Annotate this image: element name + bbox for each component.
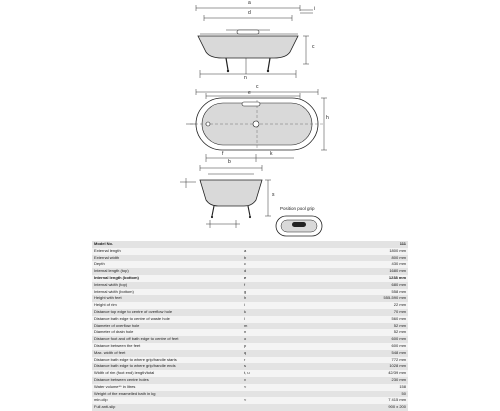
dim-label-s: s (272, 192, 275, 198)
spec-symbol: p (244, 343, 334, 350)
spec-label: Diameter of drain hole (92, 329, 244, 336)
spec-symbol: f (244, 282, 334, 289)
spec-value: 680 mm (334, 282, 408, 289)
spec-row (92, 255, 408, 262)
dim-label-k: k (270, 151, 273, 157)
spec-symbol (244, 391, 334, 398)
dim-label-a: a (248, 0, 251, 6)
spec-value: 800 mm (334, 255, 408, 262)
pool-grip-label: Position pool grip (280, 206, 315, 211)
spec-header-sym (244, 241, 334, 248)
spec-symbol: h (244, 295, 334, 302)
spec-symbol: e (244, 275, 334, 282)
spec-row (92, 261, 408, 268)
spec-label: Max. width of feet (92, 350, 244, 357)
spec-symbol: k (244, 309, 334, 316)
spec-value: 560 mm (334, 316, 408, 323)
spec-value: 42/39 mm (334, 370, 408, 377)
top-plan-view (0, 88, 500, 168)
spec-value: 600 mm (334, 343, 408, 350)
spec-value: 70 mm (334, 309, 408, 316)
spec-row (92, 268, 408, 275)
pool-grip-diagram (270, 212, 330, 240)
spec-row (92, 350, 408, 357)
spec-value: 230 mm (334, 377, 408, 384)
spec-row (92, 397, 408, 404)
spec-symbol: i (244, 302, 334, 309)
spec-label: Distance between centre holes (92, 377, 244, 384)
spec-value: 22 mm (334, 302, 408, 309)
dim-label-h: h (326, 115, 329, 121)
end-elevation-view (0, 158, 500, 238)
spec-value: 548 mm (334, 350, 408, 357)
spec-row (92, 363, 408, 370)
spec-label: Distance bath edge to centre of waste hole (92, 316, 244, 323)
spec-symbol: n (244, 329, 334, 336)
spec-row (92, 289, 408, 296)
spec-label: min.clip (92, 397, 244, 404)
spec-row (92, 323, 408, 330)
dim-label-c: c (312, 44, 315, 50)
spec-value: 555-590 mm (334, 295, 408, 302)
spec-label: Distance bath edge to where grip/handle ends (92, 363, 244, 370)
spec-row (92, 377, 408, 384)
spec-label: Internal width (bottom) (92, 289, 244, 296)
spec-row (92, 309, 408, 316)
spec-value: 158 (334, 384, 408, 391)
spec-label: External length (92, 248, 244, 255)
spec-symbol: ≈ (244, 384, 334, 391)
spec-symbol: v (244, 377, 334, 384)
spec-value: 52 mm (334, 329, 408, 336)
dim-label-n: n (244, 75, 247, 81)
spec-label: Depth (92, 261, 244, 268)
spec-symbol: o (244, 336, 334, 343)
spec-row (92, 370, 408, 377)
spec-header-label: Model No. (92, 241, 244, 248)
spec-row (92, 295, 408, 302)
dim-label-d: d (248, 10, 251, 16)
spec-symbol: a (244, 248, 334, 255)
dim-label-f: f (222, 151, 224, 157)
dim-label-c-top: c (256, 84, 259, 90)
spec-row (92, 343, 408, 350)
spec-header-row (92, 241, 408, 248)
spec-row (92, 404, 408, 411)
spec-header-value: 111 (334, 241, 408, 248)
spec-row (92, 336, 408, 343)
spec-label: Width of rim (foot end) length/total (92, 370, 244, 377)
spec-symbol: g (244, 289, 334, 296)
spec-value: 600 mm (334, 336, 408, 343)
dim-label-i: i (314, 6, 316, 12)
spec-value: 1028 mm (334, 363, 408, 370)
spec-label: External width (92, 255, 244, 262)
spec-label: Distance bath edge to where grip/handle starts (92, 357, 244, 364)
dim-label-e: e (248, 90, 251, 96)
spec-value: 52 mm (334, 323, 408, 330)
spec-row (92, 275, 408, 282)
spec-label: Height of rim (92, 302, 244, 309)
spec-label: Full anti-slip (92, 404, 244, 411)
spec-label: Diameter of overflow hole (92, 323, 244, 330)
spec-row (92, 329, 408, 336)
spec-symbol: b (244, 255, 334, 262)
spec-symbol (244, 404, 334, 411)
spec-value: 1800 mm (334, 248, 408, 255)
spec-value: 900 x 200 (334, 404, 408, 411)
spec-value: 50 (334, 391, 408, 398)
spec-value: 1680 mm (334, 268, 408, 275)
spec-row (92, 302, 408, 309)
spec-label: Internal length (bottom) (92, 275, 244, 282)
spec-label: Internal width (top) (92, 282, 244, 289)
spec-value: 558 mm (334, 289, 408, 296)
spec-row (92, 282, 408, 289)
spec-symbol: d (244, 268, 334, 275)
spec-symbol: q (244, 350, 334, 357)
spec-symbol: l (244, 316, 334, 323)
spec-value: 7 415 mm (334, 397, 408, 404)
spec-symbol: r (244, 357, 334, 364)
spec-row (92, 391, 408, 398)
spec-symbol: m (244, 323, 334, 330)
spec-symbol: ≈ (244, 397, 334, 404)
spec-label: Water volume** in litres (92, 384, 244, 391)
spec-label: Height with feet (92, 295, 244, 302)
spec-symbol: t, u (244, 370, 334, 377)
spec-row (92, 248, 408, 255)
spec-label: Internal length (top) (92, 268, 244, 275)
spec-label: Distance foot and off bath edge to centre of feet (92, 336, 244, 343)
spec-value: 430 mm (334, 261, 408, 268)
spec-symbol: c (244, 261, 334, 268)
spec-label: Distance top edge to centre of overflow hole (92, 309, 244, 316)
spec-label: Distance between the feet (92, 343, 244, 350)
spec-row (92, 384, 408, 391)
spec-symbol: s (244, 363, 334, 370)
spec-value: 1238 mm (334, 275, 408, 282)
spec-value: 772 mm (334, 357, 408, 364)
spec-table (92, 241, 408, 411)
spec-row (92, 357, 408, 364)
spec-label: Weight of the enamelled bath in kg (92, 391, 244, 398)
spec-row (92, 316, 408, 323)
dim-label-b: b (228, 159, 231, 165)
